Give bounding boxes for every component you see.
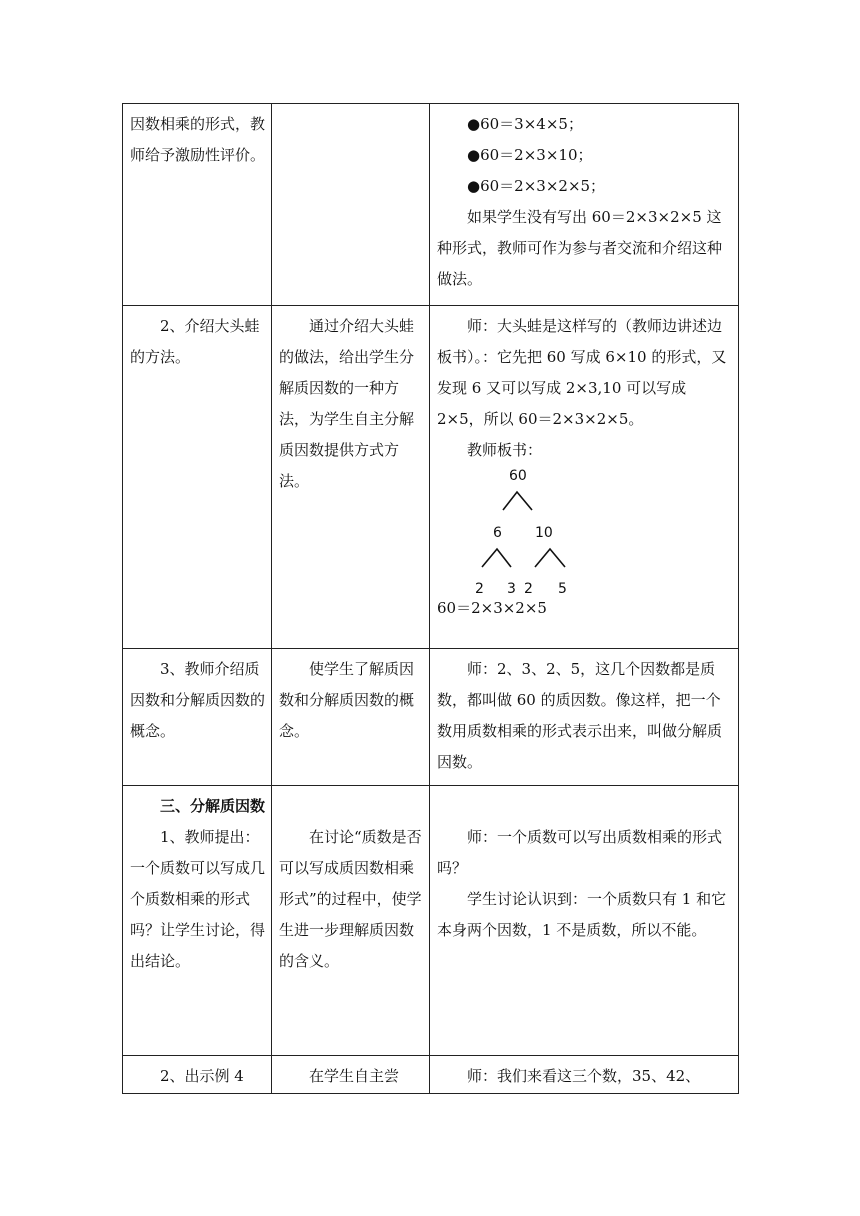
tree-leaf: 2: [475, 581, 484, 597]
process-cell: [430, 306, 739, 649]
branch-root: [503, 492, 532, 510]
activity-cell: [123, 1056, 272, 1094]
intent-text: 在讨论“质数是否可以写成质因数相乘形式”的过程中，使学生进一步理解质因数的含义。: [279, 828, 422, 970]
table-row: [123, 649, 739, 786]
activity-text: 1、教师提出：一个质数可以写成几个质数相乘的形式吗？让学生讨论，得出结论。: [130, 828, 266, 970]
process-cell: [430, 1056, 739, 1094]
activity-text: 2、出示例 4: [160, 1067, 244, 1085]
process-cell: [430, 104, 739, 306]
intent-text: 在学生自主尝: [309, 1067, 400, 1085]
section-heading: 三、分解质因数: [160, 797, 266, 815]
table-row: [123, 104, 739, 306]
table-row: [123, 1056, 739, 1094]
equation-item: ●60＝3×4×5；: [467, 115, 583, 133]
activity-text: 2、介绍大头蛙的方法。: [130, 317, 260, 366]
process-text: 师：我们来看这三个数，35、42、: [467, 1067, 701, 1085]
lesson-plan-table: [122, 103, 739, 1094]
process-text: 师：一个质数可以写出质数相乘的形式吗？: [437, 828, 723, 877]
tree-root: 60: [509, 468, 527, 484]
process-text: 学生讨论认识到：一个质数只有 1 和它本身两个因数，1 不是质数，所以不能。: [437, 890, 727, 939]
activity-cell: [123, 104, 272, 306]
activity-cell: [123, 786, 272, 1056]
tree-node-left: 6: [493, 525, 502, 541]
process-cell: [430, 786, 739, 1056]
activity-cell: [123, 649, 272, 786]
activity-cell: [123, 306, 272, 649]
intent-cell: [272, 104, 430, 306]
table-row: [123, 786, 739, 1056]
activity-text: 因数相乘的形式，教师给予激励性评价。: [130, 115, 266, 164]
tree-node-right: 10: [535, 525, 553, 541]
process-cell: [430, 649, 739, 786]
process-text: 师：大头蛙是这样写的（教师边讲述边板书）。：它先把 60 写成 6×10 的形式，又发现 6 又可以写成 2×3,10 可以写成 2×5，所以 60＝2×3×2×5。: [437, 317, 727, 428]
activity-text: 3、教师介绍质因数和分解质因数的概念。: [130, 660, 266, 740]
branch-left: [482, 549, 511, 567]
intent-text: 通过介绍大头蛙的做法，给出学生分解质因数的一种方法，为学生自主分解质因数提供方式方法。: [279, 317, 415, 490]
intent-cell: [272, 1056, 430, 1094]
table-row: [123, 306, 739, 649]
equation-item: ●60＝2×3×2×5；: [467, 177, 606, 195]
branch-right: [535, 549, 565, 567]
tree-leaf: 3: [507, 581, 516, 597]
equation-item: ●60＝2×3×10；: [467, 146, 593, 164]
process-text: 师：2、3、2、5，这几个因数都是质数，都叫做 60 的质因数。像这样，把一个数用质数相乘的形式表示出来，叫做分解质因数。: [437, 660, 723, 771]
intent-cell: [272, 306, 430, 649]
tree-leaf: 2: [524, 581, 533, 597]
factor-tree-branches: [437, 468, 737, 583]
intent-cell: [272, 786, 430, 1056]
factor-tree: [437, 468, 732, 597]
tree-leaf: 5: [558, 581, 567, 597]
board-label: 教师板书：: [467, 441, 543, 459]
intent-text: 使学生了解质因数和分解质因数的概念。: [279, 660, 415, 740]
intent-cell: [272, 649, 430, 786]
tree-equation: 60＝2×3×2×5: [437, 599, 547, 617]
process-text: 如果学生没有写出 60＝2×3×2×5 这种形式，教师可作为参与者交流和介绍这种做法。: [437, 208, 723, 288]
